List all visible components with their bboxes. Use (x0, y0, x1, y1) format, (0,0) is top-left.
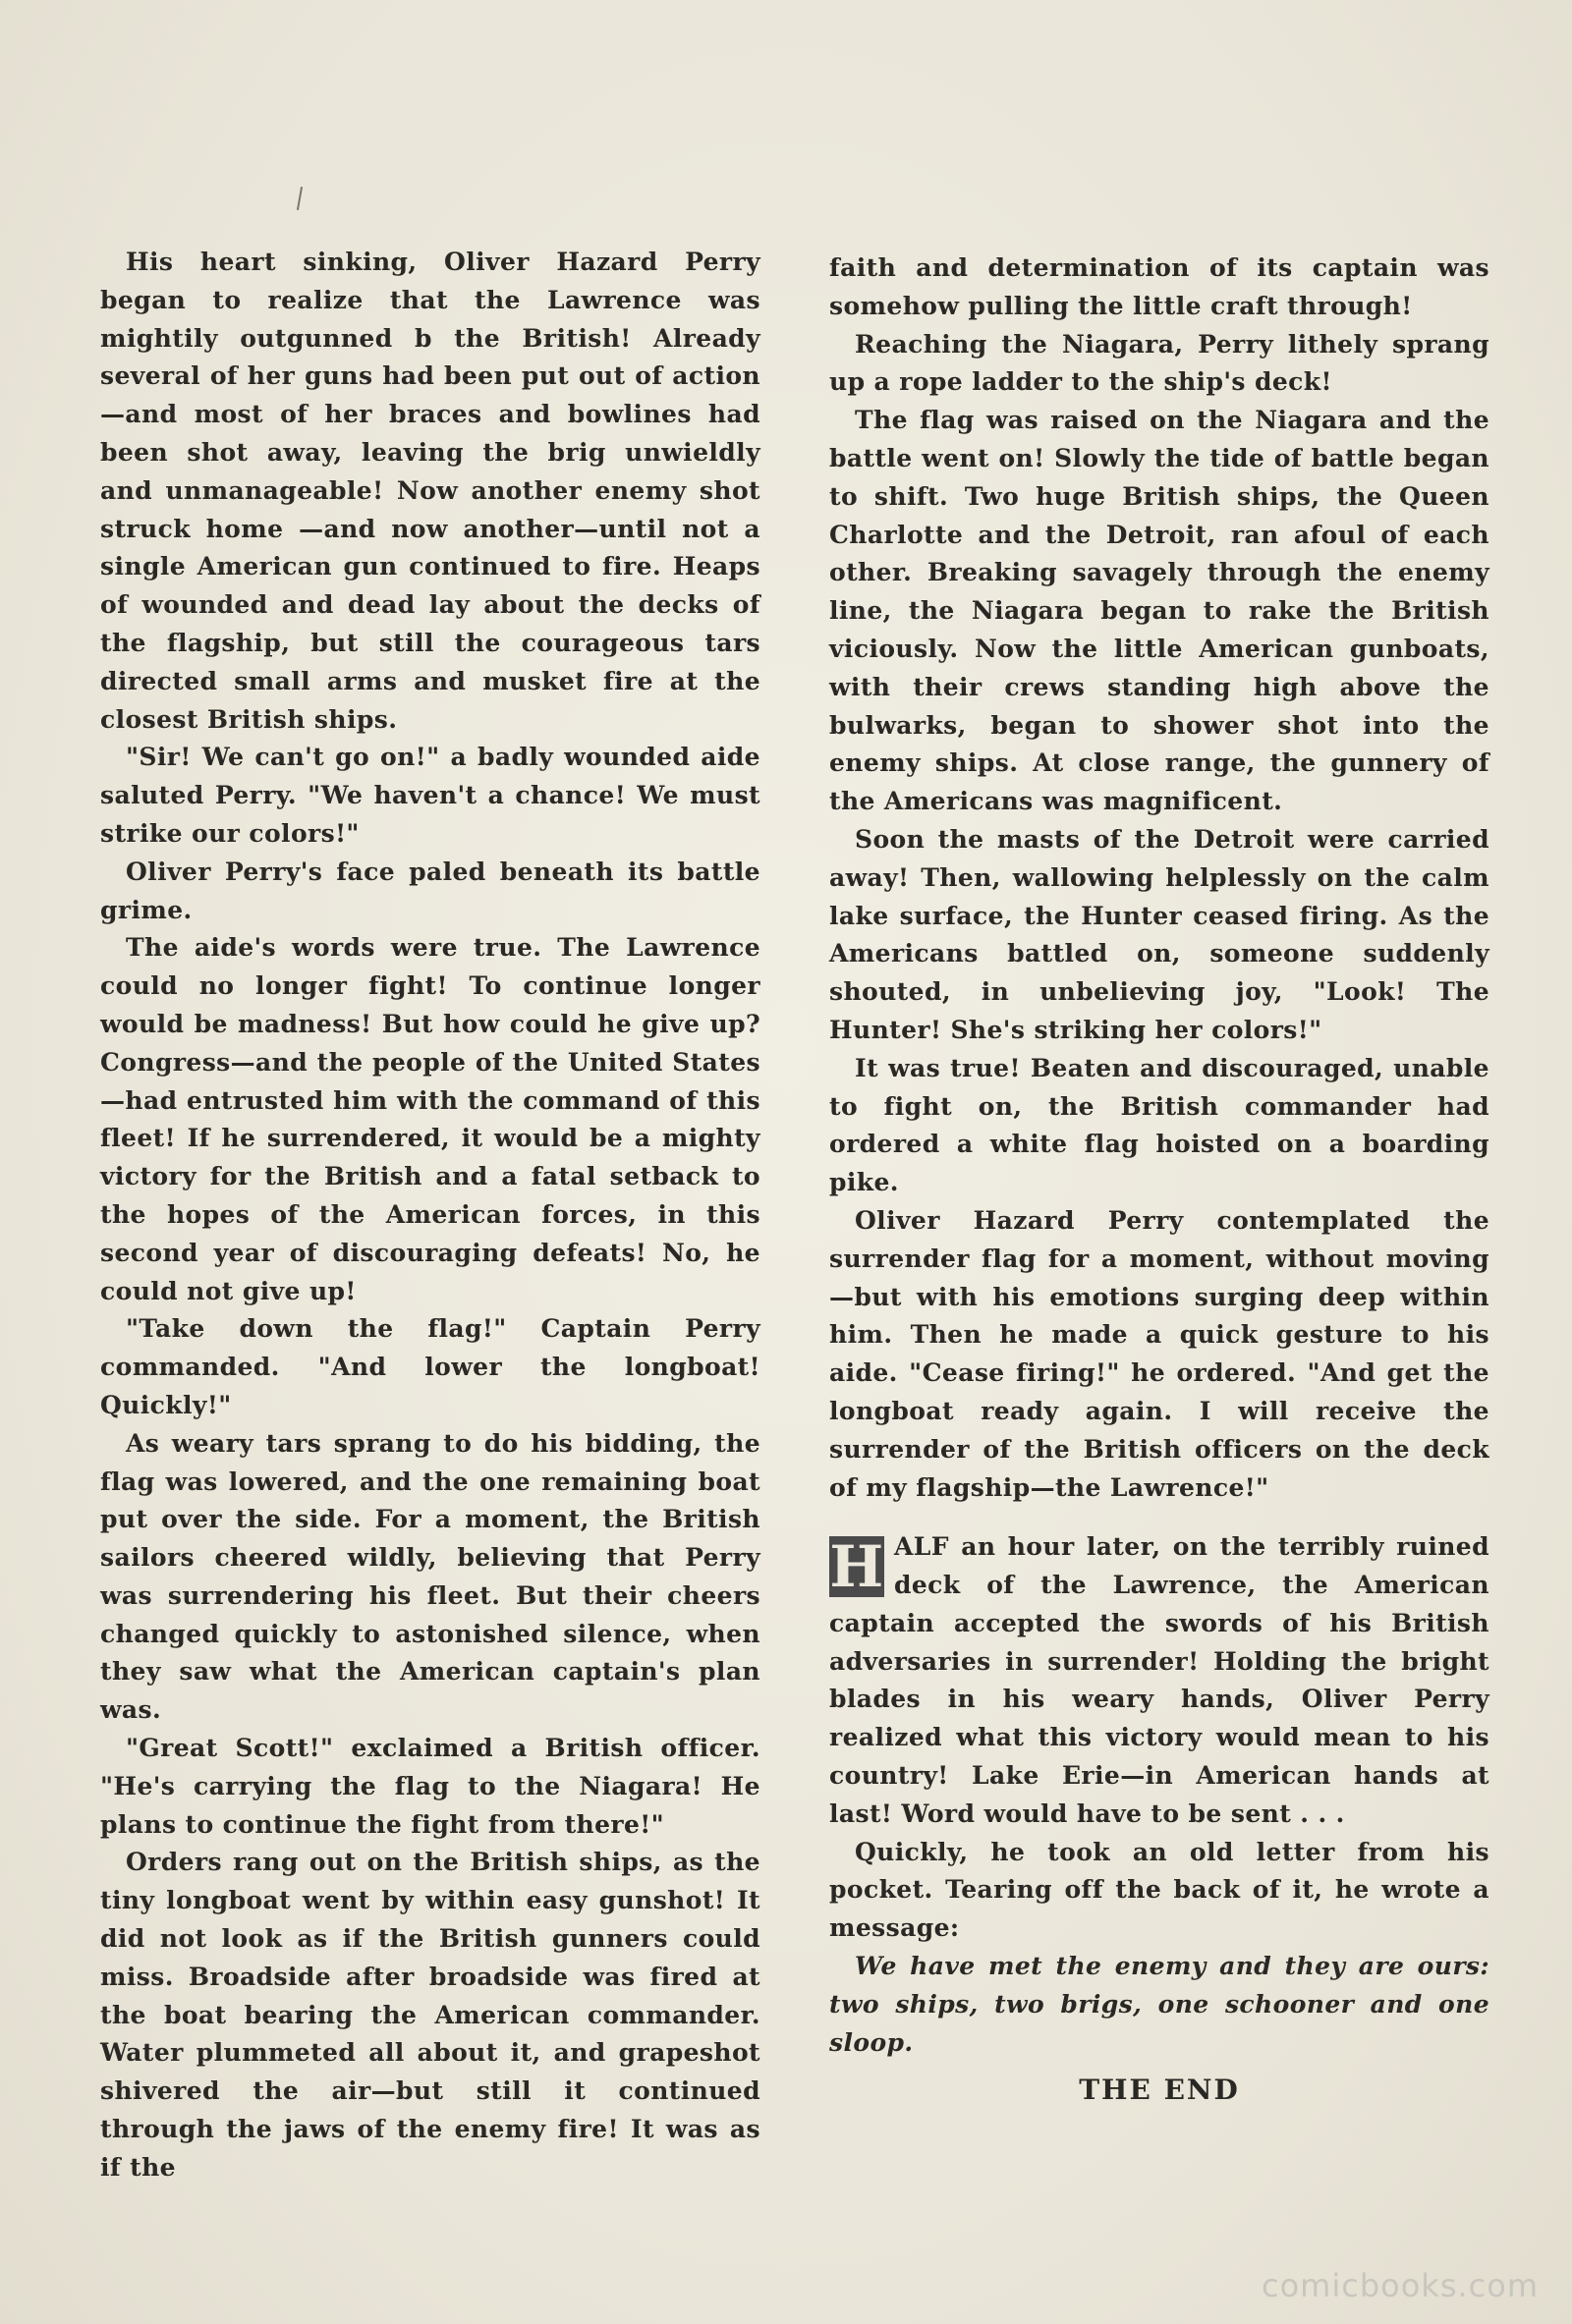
the-end-text: THE END (1079, 2074, 1240, 2107)
story-paragraph: Oliver Hazard Perry contemplated the surrender flag for a moment, without moving—but with his emotions surging deep within him. Then he made a quick gesture to his aide. "Cease firing!" he ordered. "And get the longboat ready again. I will receive the surrender of the British officers on the deck of my flagship—the Lawrence!" (829, 1205, 1489, 1502)
right-text-column (829, 249, 1489, 2110)
left-text-column (100, 244, 760, 2187)
story-paragraph: Oliver Perry's face paled beneath its battle grime. (100, 857, 760, 924)
dropcap-paragraph-text: ALF an hour later, on the terribly ruined deck of the Lawrence, the American captain accepted the swords of his British adversaries in surrender! Holding the bright blades in his weary hands, Oliver Perry realized what this victory would mean to his country! Lake Erie—in American hands at last! Word would have to be sent . . . (829, 1532, 1489, 1828)
story-paragraph: Orders rang out on the British ships, as the tiny longboat went by within easy gunshot! It did not look as if the British gunners could miss. Broadside after broadside was fired at the boat bearing the American commander. Water plummeted all about it, and grapeshot shivered the air—but still it continued through the jaws of the enemy fire! It was as if the (100, 1848, 760, 2182)
story-paragraph: His heart sinking, Oliver Hazard Perry began to realize that the Lawrence was mightily outgunned b the British! Already several of her guns had been put out of action—and most of her braces and bowlines had been shot away, leaving the brig unwieldly and unmanageable! Now another enemy shot struck home —and now another—until not a single American gun continued to fire. Heaps of wounded and dead lay about the decks of the flagship, but still the courageous tars directed small arms and musket fire at the closest British ships. (100, 248, 760, 734)
story-paragraph: "Take down the flag!" Captain Perry commanded. "And lower the longboat! Quickly!" (100, 1314, 760, 1419)
story-paragraph: "Great Scott!" exclaimed a British officer. "He's carrying the flag to the Niagara! He plans to continue the fight from there!" (100, 1734, 760, 1839)
story-paragraph: faith and determination of its captain was somehow pulling the little craft through! (829, 253, 1489, 320)
the-end-label (829, 2072, 1489, 2110)
story-paragraph: "Sir! We can't go on!" a badly wounded aide saluted Perry. "We haven't a chance! We must strike our colors!" (100, 743, 760, 848)
story-paragraph: The flag was raised on the Niagara and the battle went on! Slowly the tide of battle began to shift. Two huge British ships, the Queen Charlotte and the Detroit, ran afoul of each other. Breaking savagely through the enemy line, the Niagara began to rake the British viciously. Now the little American gunboats, with their crews standing high above the bulwarks, began to shower shot into the enemy ships. At close range, the gunnery of the Americans was magnificent. (829, 406, 1489, 816)
dropcap-paragraph (829, 1528, 1489, 1833)
drop-cap-letter: H (829, 1533, 884, 1601)
story-paragraph: Reaching the Niagara, Perry lithely sprang up a rope ladder to the ship's deck! (829, 329, 1489, 397)
watermark-text: comicbooks.com (1261, 2267, 1539, 2304)
story-paragraph: It was true! Beaten and discouraged, unable to fight on, the British commander had ordered a white flag hoisted on a boarding pike. (829, 1053, 1489, 1197)
story-paragraph: Soon the masts of the Detroit were carried away! Then, wallowing helplessly on the calm lake surface, the Hunter ceased firing. As the Americans battled on, someone suddenly shouted, in unbelieving joy, "Look! The Hunter! She's striking her colors!" (829, 824, 1489, 1044)
story-paragraph: The aide's words were true. The Lawrence could no longer fight! To continue longer would be madness! But how could he give up? Congress—and the people of the United States —had entrusted him with the command of this fleet! If he surrendered, it would be a mighty victory for the British and a fatal setback to the hopes of the American forces, in this second year of discouraging defeats! No, he could not give up! (100, 933, 760, 1305)
story-paragraph: Quickly, he took an old letter from his pocket. Tearing off the back of it, he wrote a message: (829, 1837, 1489, 1943)
story-paragraph: As weary tars sprang to do his bidding, the flag was lowered, and the one remaining boat put over the side. For a moment, the British sailors cheered wildly, believing that Perry was surrendering his fleet. But their cheers changed quickly to astonished silence, when they saw what the American captain's plan was. (100, 1428, 760, 1725)
perry-message: We have met the enemy and they are ours: two ships, two brigs, one schooner and one sloop. (829, 1952, 1489, 2057)
